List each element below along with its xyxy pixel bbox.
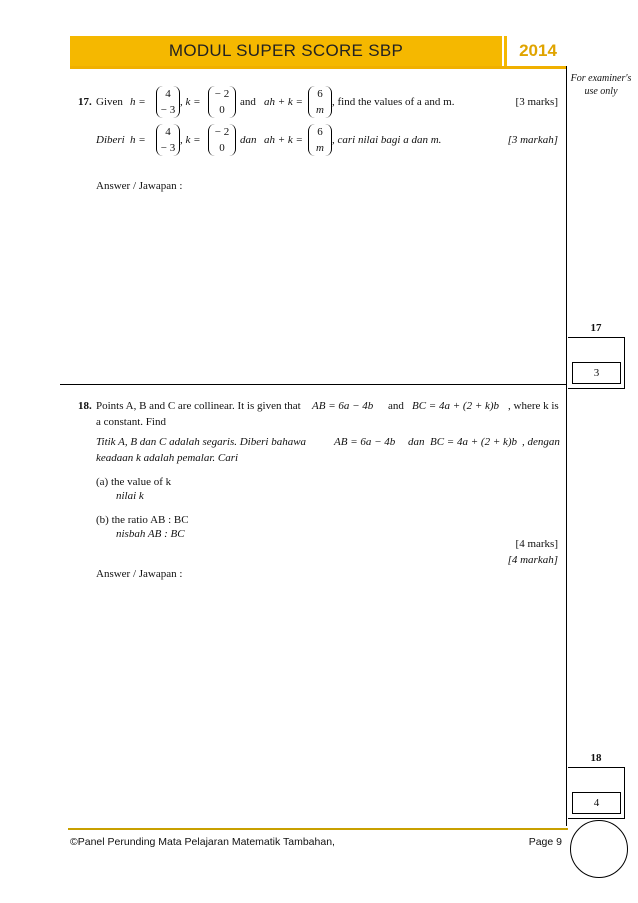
module-title: MODUL SUPER SCORE SBP [70, 36, 502, 66]
q18-ms-marks: [4 markah] [507, 554, 558, 566]
q17-ms-expr: ah + k = [264, 134, 303, 146]
q17-r-bot: m [316, 104, 324, 116]
footer-rule [68, 828, 568, 830]
q18-box-number: 18 [590, 752, 602, 764]
q17-h-vector [156, 86, 180, 118]
q18-ms-line2: keadaan k adalah pemalar. Cari [96, 452, 239, 464]
q17-marks: [3 marks] [515, 96, 558, 108]
q17-and: and [240, 96, 256, 108]
q18-mark-value: 4 [572, 792, 621, 814]
q17-ms-given: Diberi [96, 134, 125, 146]
q18-and: and [388, 400, 404, 412]
q17-ms-h-top: 4 [165, 126, 171, 138]
q18-ms-ab-expr: AB = 6a − 4b [334, 436, 396, 448]
q18-intro: Points A, B and C are collinear. It is given that [96, 400, 301, 412]
q18-answer-label: Answer / Jawapan : [96, 568, 183, 580]
q18-part-a: (a) the value of k [96, 476, 172, 488]
q18-part-a-ms: nilai k [116, 490, 144, 502]
q17-ms-k-bot: 0 [219, 142, 225, 154]
q17-expr: ah + k = [264, 96, 303, 108]
q17-ms-marks: [3 markah] [507, 134, 558, 146]
q17-h-top: 4 [165, 88, 171, 100]
q17-result-vector [308, 86, 332, 118]
q18-where: , where k is [508, 400, 559, 412]
q18-line2: a constant. Find [96, 416, 166, 428]
q17-ms-r-top: 6 [317, 126, 323, 138]
examiner-note: For examiner's use only [570, 73, 632, 97]
q17-given: Given [96, 96, 123, 108]
q17-k-bot: 0 [219, 104, 225, 116]
module-year: 2014 [519, 41, 557, 60]
q18-mark-box [568, 767, 625, 819]
q17-ms-k-vector [208, 124, 236, 156]
examiner-margin-line [566, 66, 567, 826]
q17-task: , find the values of a and m. [332, 96, 455, 108]
q17-mark-value: 3 [572, 362, 621, 384]
q17-ms-h-label: h = [130, 134, 146, 146]
q17-ms-task: , cari nilai bagi a dan m. [332, 134, 442, 146]
question-divider [60, 384, 566, 385]
header-divider [504, 36, 507, 66]
q17-h-bot: − 3 [160, 104, 176, 116]
footer-credit: ©Panel Perunding Mata Pelajaran Matematik Tambahan, [70, 836, 335, 848]
q18-ab-expr: AB = 6a − 4b [312, 400, 374, 412]
page-footer [70, 836, 562, 848]
q17-ms-k-top: − 2 [214, 126, 230, 138]
q18-part-b-ms: nisbah AB : BC [116, 528, 185, 540]
q17-answer-label: Answer / Jawapan : [96, 180, 183, 192]
q18-ms-bc-expr: BC = 4a + (2 + k)b [430, 436, 518, 448]
q17-k-label: , k = [180, 96, 201, 108]
q17-k-vector [208, 86, 236, 118]
q18-bc-expr: BC = 4a + (2 + k)b [412, 400, 500, 412]
q18-marks: [4 marks] [515, 538, 558, 550]
q17-ms-result-vector [308, 124, 332, 156]
q17-ms-h-vector [156, 124, 180, 156]
q18-ms-dengan: , dengan [522, 436, 560, 448]
q18-number: 18. [78, 400, 92, 412]
page-number: Page 9 [528, 836, 562, 848]
q17-box-number: 17 [590, 322, 602, 334]
q18-part-b: (b) the ratio AB : BC [96, 514, 189, 526]
q17-ms-r-bot: m [316, 142, 324, 154]
page-header [70, 36, 566, 69]
q17-ms-h-bot: − 3 [160, 142, 176, 154]
q17-k-top: − 2 [214, 88, 230, 100]
q18-ms-intro: Titik A, B dan C adalah segaris. Diberi bahawa [96, 436, 307, 448]
margin-circle [570, 820, 628, 878]
q17-h-label: h = [130, 96, 146, 108]
q17-mark-box [568, 337, 625, 389]
q17-number: 17. [78, 96, 92, 108]
q17-r-top: 6 [317, 88, 323, 100]
q18-ms-dan: dan [408, 436, 425, 448]
q17-ms-k-label: , k = [180, 134, 201, 146]
q17-ms-and: dan [240, 134, 257, 146]
